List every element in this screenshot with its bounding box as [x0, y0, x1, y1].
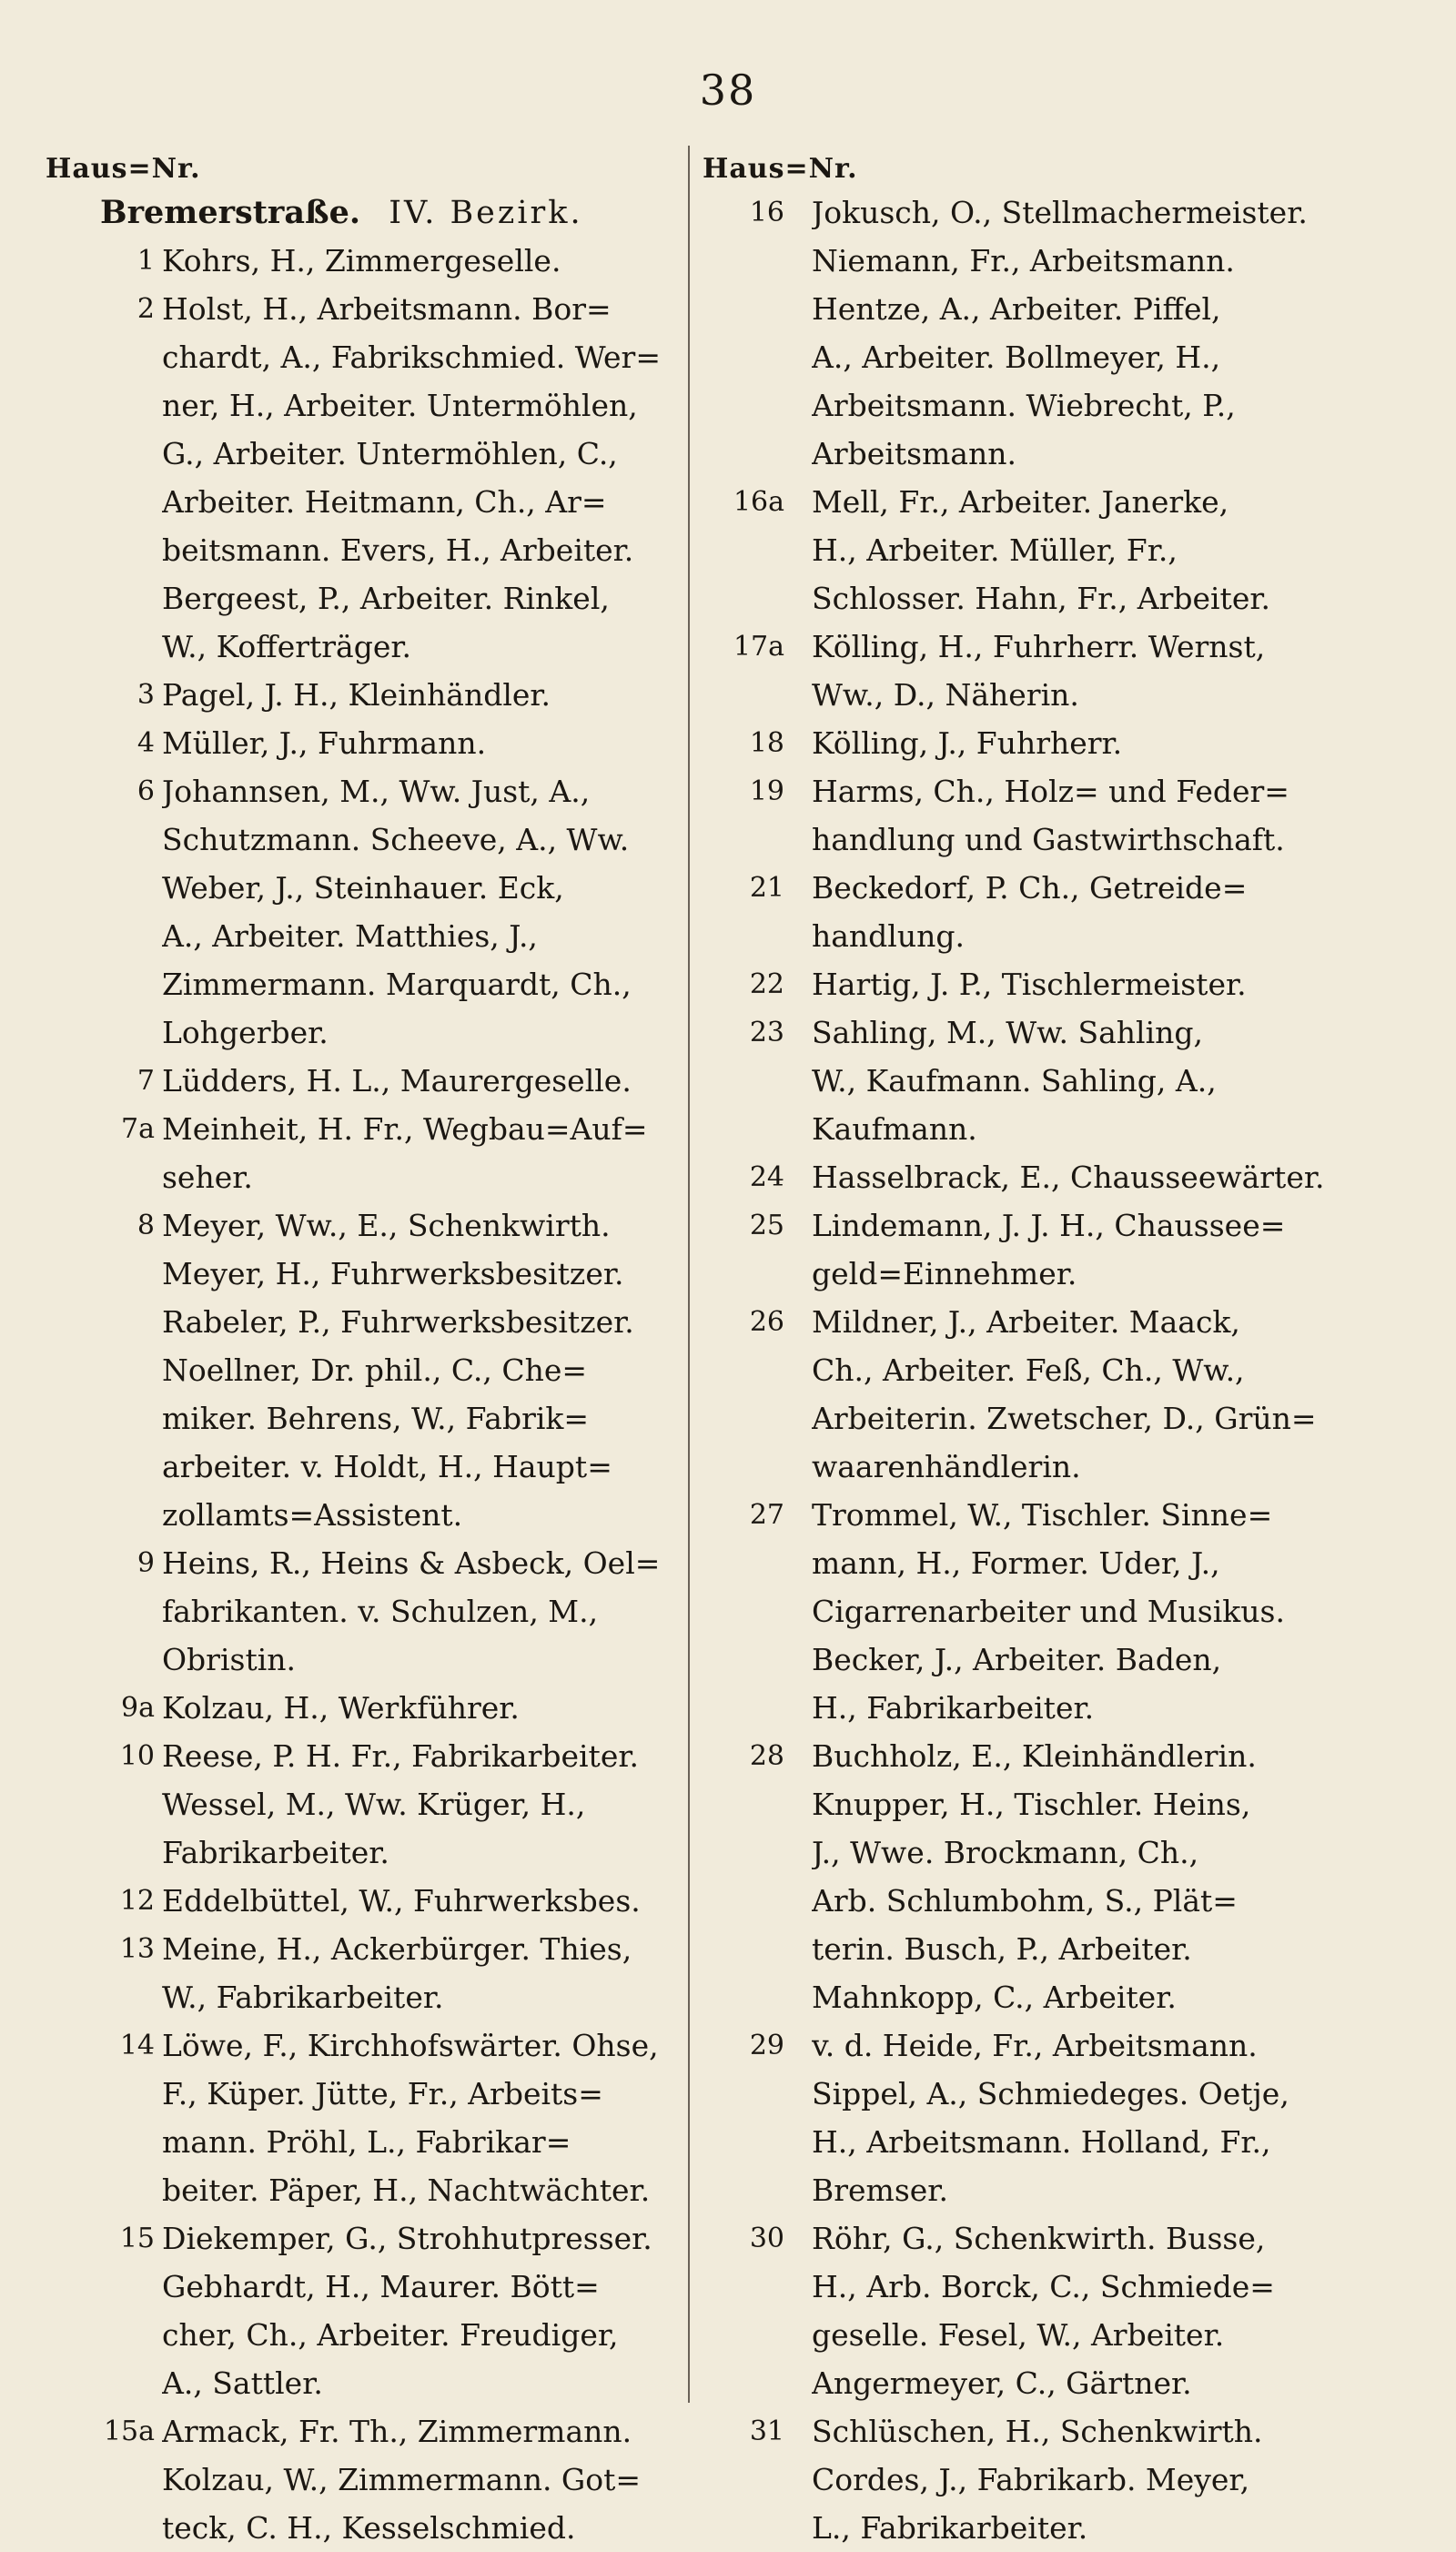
resident-line: miker. Behrens, W., Fabrik= [162, 1401, 590, 1436]
resident-line: Johannsen, M., Ww. Just, A., [162, 774, 591, 809]
address-entry [703, 1008, 1403, 1153]
resident-line: cher, Ch., Arbeiter. Freudiger, [162, 2317, 619, 2353]
page-number: 38 [699, 66, 757, 115]
resident-line: H., Arbeiter. Müller, Fr., [812, 532, 1178, 568]
resident-line: Kölling, H., Fuhrherr. Wernst, [812, 629, 1266, 664]
house-number: 27 [749, 1499, 784, 1531]
resident-line: Eddelbüttel, W., Fuhrwerksbes. [162, 1883, 641, 1919]
resident-line: zollamts=Assistent. [162, 1497, 463, 1533]
resident-line: handlung. [812, 918, 965, 954]
address-entry [703, 1153, 1403, 1201]
resident-line: Arbeiterin. Zwetscher, D., Grün= [812, 1401, 1317, 1436]
resident-line: Meinheit, H. Fr., Wegbau=Auf= [162, 1111, 648, 1147]
address-entry [46, 285, 719, 671]
address-entry [46, 767, 719, 1057]
address-entry [703, 623, 1403, 719]
resident-line: L., Fabrikarbeiter. [812, 2510, 1088, 2546]
house-number: 29 [749, 2030, 784, 2061]
address-entry [46, 2214, 719, 2407]
resident-line: G., Arbeiter. Untermöhlen, C., [162, 436, 618, 471]
resident-line: terin. Busch, P., Arbeiter. [812, 1931, 1192, 1967]
house-number: 14 [119, 2030, 155, 2061]
resident-line: Harms, Ch., Holz= und Feder= [812, 774, 1289, 809]
resident-line: Gebhardt, H., Maurer. Bött= [162, 2269, 600, 2304]
house-number: 18 [749, 727, 784, 759]
house-number: 25 [749, 1210, 784, 1241]
resident-line: Weber, J., Steinhauer. Eck, [162, 870, 564, 906]
resident-line: geselle. Fesel, W., Arbeiter. [812, 2317, 1225, 2353]
resident-line: Becker, J., Arbeiter. Baden, [812, 1642, 1222, 1677]
address-entry [703, 1732, 1403, 2021]
address-entry [46, 671, 719, 719]
house-number: 28 [749, 1740, 784, 1772]
house-number: 13 [119, 1933, 155, 1965]
resident-line: Knupper, H., Tischler. Heins, [812, 1787, 1251, 1822]
resident-line: Jokusch, O., Stellmachermeister. [812, 195, 1308, 230]
resident-line: Angermeyer, C., Gärtner. [812, 2365, 1192, 2401]
address-entry [703, 2021, 1403, 2214]
resident-line: F., Küper. Jütte, Fr., Arbeits= [162, 2076, 603, 2111]
resident-line: v. d. Heide, Fr., Arbeitsmann. [812, 2028, 1258, 2063]
resident-line: waarenhändlerin. [812, 1449, 1081, 1484]
address-entry [46, 2021, 719, 2214]
resident-line: fabrikanten. v. Schulzen, M., [162, 1594, 599, 1629]
house-number-header: Haus=Nr. [703, 153, 858, 185]
resident-line: Arbeiter. Heitmann, Ch., Ar= [162, 484, 607, 520]
address-entry [703, 478, 1403, 623]
resident-line: Meine, H., Ackerbürger. Thies, [162, 1931, 632, 1967]
resident-line: Mell, Fr., Arbeiter. Janerke, [812, 484, 1229, 520]
address-entry [46, 2407, 719, 2552]
resident-line: handlung und Gastwirthschaft. [812, 822, 1285, 857]
address-entry [703, 767, 1403, 864]
house-number-header: Haus=Nr. [46, 153, 201, 185]
resident-line: Fabrikarbeiter. [162, 1835, 389, 1870]
right-entry-list [703, 188, 1403, 2552]
district-label: IV. Bezirk. [389, 195, 583, 231]
house-number: 7a [121, 1113, 155, 1145]
resident-line: Bergeest, P., Arbeiter. Rinkel, [162, 581, 610, 616]
resident-line: ner, H., Arbeiter. Untermöhlen, [162, 388, 638, 423]
resident-line: Kolzau, W., Zimmermann. Got= [162, 2462, 642, 2497]
resident-line: Lindemann, J. J. H., Chaussee= [812, 1208, 1286, 1243]
house-number: 7 [136, 1065, 155, 1097]
resident-line: Sahling, M., Ww. Sahling, [812, 1015, 1203, 1050]
resident-line: H., Fabrikarbeiter. [812, 1690, 1095, 1726]
resident-line: Ww., D., Näherin. [812, 677, 1079, 713]
resident-line: Mahnkopp, C., Arbeiter. [812, 1980, 1177, 2015]
address-entry [703, 1491, 1403, 1732]
resident-line: Lohgerber. [162, 1015, 329, 1050]
resident-line: Müller, J., Fuhrmann. [162, 725, 487, 761]
address-entry [46, 1877, 719, 1925]
street-name: Bremerstraße. [100, 194, 361, 231]
resident-line: Bremser. [812, 2172, 948, 2208]
resident-line: Kolzau, H., Werkführer. [162, 1690, 520, 1726]
address-entry [703, 1298, 1403, 1491]
resident-line: teck, C. H., Kesselschmied. [162, 2510, 576, 2546]
house-number: 1 [136, 245, 155, 277]
house-number: 9 [136, 1547, 155, 1579]
address-entry [703, 864, 1403, 960]
resident-line: Noellner, Dr. phil., C., Che= [162, 1352, 588, 1388]
resident-line: Röhr, G., Schenkwirth. Busse, [812, 2221, 1266, 2256]
address-entry [703, 2214, 1403, 2407]
address-entry [703, 960, 1403, 1008]
house-number: 24 [749, 1161, 784, 1193]
street-heading [100, 188, 719, 237]
resident-line: Heins, R., Heins & Asbeck, Oel= [162, 1545, 661, 1581]
resident-line: Hartig, J. P., Tischlermeister. [812, 967, 1247, 1002]
address-entry [46, 1105, 719, 1201]
resident-line: Holst, H., Arbeitsmann. Bor= [162, 291, 612, 327]
resident-line: Kaufmann. [812, 1111, 977, 1147]
resident-line: chardt, A., Fabrikschmied. Wer= [162, 339, 661, 375]
resident-line: Schlüschen, H., Schenkwirth. [812, 2414, 1263, 2449]
resident-line: Ch., Arbeiter. Feß, Ch., Ww., [812, 1352, 1245, 1388]
resident-line: Niemann, Fr., Arbeitsmann. [812, 243, 1235, 278]
resident-line: Schlosser. Hahn, Fr., Arbeiter. [812, 581, 1270, 616]
address-entry [703, 188, 1403, 478]
resident-line: W., Fabrikarbeiter. [162, 1980, 444, 2015]
resident-line: Arbeitsmann. [812, 436, 1016, 471]
resident-line: Diekemper, G., Strohhutpresser. [162, 2221, 652, 2256]
resident-line: H., Arbeitsmann. Holland, Fr., [812, 2124, 1271, 2160]
resident-line: geld=Einnehmer. [812, 1256, 1077, 1291]
resident-line: mann, H., Former. Uder, J., [812, 1545, 1220, 1581]
right-column [703, 150, 1403, 2552]
resident-line: A., Arbeiter. Bollmeyer, H., [812, 339, 1221, 375]
resident-line: Meyer, Ww., E., Schenkwirth. [162, 1208, 611, 1243]
resident-line: J., Wwe. Brockmann, Ch., [812, 1835, 1199, 1870]
resident-line: Cigarrenarbeiter und Musikus. [812, 1594, 1285, 1629]
resident-line: Löwe, F., Kirchhofswärter. Ohse, [162, 2028, 659, 2063]
resident-line: Lüdders, H. L., Maurergeselle. [162, 1063, 632, 1099]
house-number: 26 [749, 1306, 784, 1338]
house-number: 12 [119, 1885, 155, 1917]
house-number: 6 [136, 775, 155, 807]
house-number: 30 [749, 2223, 784, 2254]
resident-line: Sippel, A., Schmiedeges. Oetje, [812, 2076, 1289, 2111]
resident-line: Pagel, J. H., Kleinhändler. [162, 677, 551, 713]
resident-line: Meyer, H., Fuhrwerksbesitzer. [162, 1256, 624, 1291]
resident-line: Beckedorf, P. Ch., Getreide= [812, 870, 1248, 906]
address-entry [46, 719, 719, 767]
house-number: 16a [733, 486, 784, 518]
left-entry-list [46, 237, 719, 2552]
address-entry [46, 1539, 719, 1684]
resident-line: Rabeler, P., Fuhrwerksbesitzer. [162, 1304, 634, 1340]
resident-line: Obristin. [162, 1642, 297, 1677]
house-number: 3 [136, 679, 155, 711]
house-number: 19 [749, 775, 784, 807]
left-column [46, 150, 719, 2552]
house-number: 21 [749, 872, 784, 904]
resident-line: Trommel, W., Tischler. Sinne= [812, 1497, 1273, 1533]
address-entry [46, 1925, 719, 2021]
resident-line: W., Kaufmann. Sahling, A., [812, 1063, 1217, 1099]
resident-line: Mildner, J., Arbeiter. Maack, [812, 1304, 1240, 1340]
resident-line: Reese, P. H. Fr., Fabrikarbeiter. [162, 1738, 639, 1774]
resident-line: A., Sattler. [162, 2365, 323, 2401]
resident-line: mann. Pröhl, L., Fabrikar= [162, 2124, 571, 2160]
address-entry [703, 719, 1403, 767]
resident-line: Schutzmann. Scheeve, A., Ww. [162, 822, 630, 857]
resident-line: seher. [162, 1160, 253, 1195]
address-entry [703, 2407, 1403, 2552]
resident-line: W., Kofferträger. [162, 629, 412, 664]
address-entry [46, 1684, 719, 1732]
resident-line: beiter. Päper, H., Nachtwächter. [162, 2172, 651, 2208]
house-number: 15 [119, 2223, 155, 2254]
address-entry [46, 237, 719, 285]
house-number: 9a [121, 1692, 155, 1724]
resident-line: Hasselbrack, E., Chausseewärter. [812, 1160, 1325, 1195]
resident-line: Armack, Fr. Th., Zimmermann. [162, 2414, 632, 2449]
resident-line: beitsmann. Evers, H., Arbeiter. [162, 532, 634, 568]
resident-line: Kölling, J., Fuhrherr. [812, 725, 1123, 761]
house-number: 16 [749, 197, 784, 228]
resident-line: arbeiter. v. Holdt, H., Haupt= [162, 1449, 612, 1484]
house-number: 23 [749, 1017, 784, 1048]
address-entry [703, 1201, 1403, 1298]
resident-line: Arb. Schlumbohm, S., Plät= [812, 1883, 1238, 1919]
house-number: 2 [136, 293, 155, 325]
resident-line: A., Arbeiter. Matthies, J., [162, 918, 538, 954]
house-number: 10 [119, 1740, 155, 1772]
address-entry [46, 1057, 719, 1105]
resident-line: Wessel, M., Ww. Krüger, H., [162, 1787, 586, 1822]
address-entry [46, 1732, 719, 1877]
resident-line: Arbeitsmann. Wiebrecht, P., [812, 388, 1236, 423]
resident-line: Zimmermann. Marquardt, Ch., [162, 967, 632, 1002]
house-number: 8 [136, 1210, 155, 1241]
resident-line: Kohrs, H., Zimmergeselle. [162, 243, 561, 278]
house-number: 4 [136, 727, 155, 759]
house-number: 17a [733, 631, 784, 663]
house-number: 15a [103, 2415, 155, 2447]
resident-line: Cordes, J., Fabrikarb. Meyer, [812, 2462, 1250, 2497]
resident-line: Buchholz, E., Kleinhändlerin. [812, 1738, 1257, 1774]
address-entry [46, 1201, 719, 1539]
resident-line: H., Arb. Borck, C., Schmiede= [812, 2269, 1275, 2304]
resident-line: Hentze, A., Arbeiter. Piffel, [812, 291, 1221, 327]
house-number: 31 [749, 2415, 784, 2447]
house-number: 22 [749, 968, 784, 1000]
